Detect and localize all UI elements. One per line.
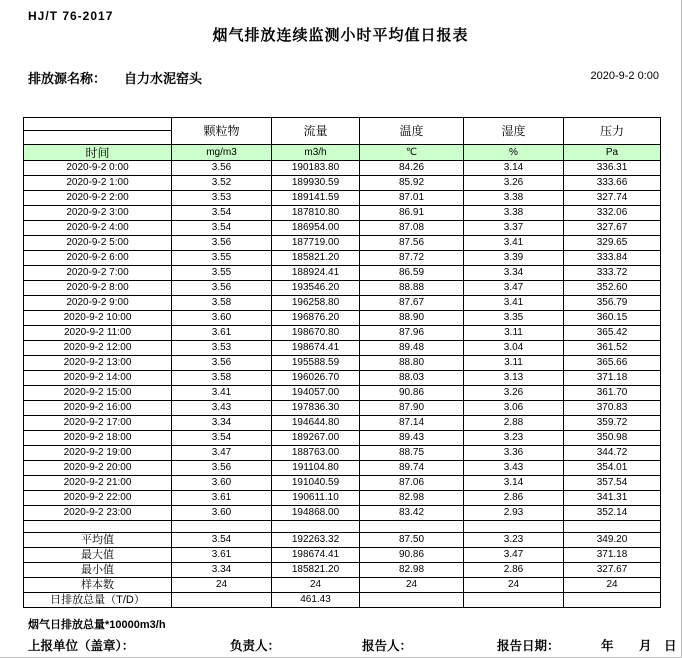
value-cell: 190611.10 — [272, 491, 360, 506]
value-cell: 194644.80 — [272, 416, 360, 431]
unit-pressure: Pa — [564, 145, 661, 161]
value-cell: 370.83 — [564, 401, 661, 416]
report-unit-label: 上报单位（盖章）： — [28, 639, 135, 653]
emission-source-name: 自力水泥窑头 — [124, 71, 203, 86]
value-cell: 3.60 — [172, 311, 272, 326]
value-cell: 327.74 — [564, 191, 661, 206]
value-cell: 341.31 — [564, 491, 661, 506]
value-cell: 87.96 — [360, 326, 464, 341]
value-cell: 3.61 — [172, 326, 272, 341]
time-cell: 2020-9-2 23:00 — [24, 506, 172, 521]
value-cell: 2.86 — [464, 491, 564, 506]
table-row — [24, 281, 661, 296]
summary-row — [24, 548, 661, 563]
time-cell: 2020-9-2 16:00 — [24, 401, 172, 416]
value-cell: 3.37 — [464, 221, 564, 236]
unit-row — [24, 145, 661, 161]
time-cell: 2020-9-2 7:00 — [24, 266, 172, 281]
value-cell: 3.11 — [464, 356, 564, 371]
value-cell: 86.91 — [360, 206, 464, 221]
value-cell: 349.20 — [564, 533, 661, 548]
value-cell: 196026.70 — [272, 371, 360, 386]
value-cell: 3.04 — [464, 341, 564, 356]
spacer-cell — [360, 521, 464, 533]
value-cell: 89.48 — [360, 341, 464, 356]
value-cell: 361.52 — [564, 341, 661, 356]
month-label: 月 — [639, 639, 652, 653]
value-cell: 365.66 — [564, 356, 661, 371]
value-cell: 354.01 — [564, 461, 661, 476]
value-cell: 88.88 — [360, 281, 464, 296]
summary-row — [24, 533, 661, 548]
value-cell: 87.90 — [360, 401, 464, 416]
table-row — [24, 266, 661, 281]
value-cell: 3.55 — [172, 266, 272, 281]
table-row — [24, 326, 661, 341]
summary-label-cell: 平均值 — [24, 533, 172, 548]
table-row — [24, 386, 661, 401]
value-cell: 3.56 — [172, 281, 272, 296]
value-cell: 336.31 — [564, 161, 661, 176]
time-cell: 2020-9-2 20:00 — [24, 461, 172, 476]
unit-humidity: % — [464, 145, 564, 161]
value-cell: 3.34 — [464, 266, 564, 281]
value-cell: 360.15 — [564, 311, 661, 326]
value-cell: 3.11 — [464, 326, 564, 341]
value-cell: 198674.41 — [272, 341, 360, 356]
value-cell: 187810.80 — [272, 206, 360, 221]
time-cell: 2020-9-2 5:00 — [24, 236, 172, 251]
value-cell: 87.67 — [360, 296, 464, 311]
unit-temperature: ℃ — [360, 145, 464, 161]
emission-source-label: 排放源名称： — [28, 71, 107, 86]
value-cell: 90.86 — [360, 548, 464, 563]
table-row — [24, 371, 661, 386]
time-cell: 2020-9-2 2:00 — [24, 191, 172, 206]
value-cell: 196258.80 — [272, 296, 360, 311]
value-cell: 352.14 — [564, 506, 661, 521]
value-cell: 88.80 — [360, 356, 464, 371]
value-cell: 327.67 — [564, 221, 661, 236]
summary-label-cell: 最小值 — [24, 563, 172, 578]
table-row — [24, 506, 661, 521]
value-cell: 3.60 — [172, 506, 272, 521]
value-cell: 24 — [172, 578, 272, 593]
table-row — [24, 476, 661, 491]
summary-label-cell: 日排放总量（T/D） — [24, 593, 172, 608]
value-cell: 24 — [360, 578, 464, 593]
value-cell: 3.38 — [464, 191, 564, 206]
value-cell: 191104.80 — [272, 461, 360, 476]
value-cell: 359.72 — [564, 416, 661, 431]
table-row — [24, 191, 661, 206]
time-header-cell: 时间 — [24, 145, 172, 161]
value-cell: 3.26 — [464, 386, 564, 401]
table-row — [24, 221, 661, 236]
total-emission-note: 烟气日排放总量*10000m3/h — [28, 619, 166, 631]
value-cell: 371.18 — [564, 371, 661, 386]
spacer-cell — [24, 521, 172, 533]
value-cell: 3.54 — [172, 221, 272, 236]
standard-number: HJ/T 76-2017 — [28, 9, 114, 23]
value-cell: 87.56 — [360, 236, 464, 251]
value-cell: 189267.00 — [272, 431, 360, 446]
time-cell: 2020-9-2 13:00 — [24, 356, 172, 371]
value-cell: 3.41 — [172, 386, 272, 401]
value-cell: 3.56 — [172, 461, 272, 476]
report-date-label: 报告日期： — [497, 639, 560, 653]
value-cell: 83.42 — [360, 506, 464, 521]
value-cell: 3.60 — [172, 476, 272, 491]
value-cell: 3.35 — [464, 311, 564, 326]
column-header-humidity: 湿度 — [464, 118, 564, 145]
time-cell: 2020-9-2 14:00 — [24, 371, 172, 386]
value-cell: 3.14 — [464, 476, 564, 491]
value-cell: 3.47 — [464, 281, 564, 296]
value-cell: 3.61 — [172, 548, 272, 563]
responsible-label: 负责人： — [230, 639, 281, 653]
value-cell: 365.42 — [564, 326, 661, 341]
value-cell: 87.08 — [360, 221, 464, 236]
spacer-cell — [272, 521, 360, 533]
value-cell: 187719.00 — [272, 236, 360, 251]
time-cell: 2020-9-2 0:00 — [24, 161, 172, 176]
summary-row — [24, 593, 661, 608]
value-cell: 192263.32 — [272, 533, 360, 548]
header-row-top — [24, 118, 661, 131]
value-cell: 85.92 — [360, 176, 464, 191]
value-cell: 194868.00 — [272, 506, 360, 521]
value-cell: 352.60 — [564, 281, 661, 296]
value-cell — [464, 593, 564, 608]
value-cell: 344.72 — [564, 446, 661, 461]
emission-source-line — [28, 68, 202, 87]
value-cell: 90.86 — [360, 386, 464, 401]
value-cell: 3.58 — [172, 371, 272, 386]
reporter-label: 报告人： — [362, 639, 413, 653]
value-cell: 333.72 — [564, 266, 661, 281]
value-cell: 2.86 — [464, 563, 564, 578]
value-cell: 3.13 — [464, 371, 564, 386]
value-cell: 86.59 — [360, 266, 464, 281]
value-cell: 87.50 — [360, 533, 464, 548]
value-cell: 84.26 — [360, 161, 464, 176]
value-cell — [564, 593, 661, 608]
table-row — [24, 446, 661, 461]
time-cell: 2020-9-2 8:00 — [24, 281, 172, 296]
spacer-cell — [564, 521, 661, 533]
value-cell: 3.36 — [464, 446, 564, 461]
value-cell: 190183.80 — [272, 161, 360, 176]
value-cell: 186954.00 — [272, 221, 360, 236]
value-cell: 87.14 — [360, 416, 464, 431]
unit-flow: m3/h — [272, 145, 360, 161]
value-cell: 461.43 — [272, 593, 360, 608]
value-cell: 189930.59 — [272, 176, 360, 191]
value-cell: 333.84 — [564, 251, 661, 266]
page-title: 烟气排放连续监测小时平均值日报表 — [212, 27, 469, 44]
value-cell: 88.03 — [360, 371, 464, 386]
value-cell: 3.56 — [172, 356, 272, 371]
value-cell: 3.39 — [464, 251, 564, 266]
value-cell: 87.01 — [360, 191, 464, 206]
value-cell: 89.74 — [360, 461, 464, 476]
report-table — [23, 117, 661, 608]
value-cell: 3.43 — [464, 461, 564, 476]
value-cell: 3.34 — [172, 416, 272, 431]
hour-rows — [24, 161, 661, 521]
value-cell: 198674.41 — [272, 548, 360, 563]
time-cell: 2020-9-2 1:00 — [24, 176, 172, 191]
value-cell: 3.26 — [464, 176, 564, 191]
value-cell: 3.56 — [172, 236, 272, 251]
time-cell: 2020-9-2 6:00 — [24, 251, 172, 266]
value-cell: 3.47 — [464, 548, 564, 563]
value-cell: 3.34 — [172, 563, 272, 578]
value-cell: 87.72 — [360, 251, 464, 266]
value-cell: 3.58 — [172, 296, 272, 311]
value-cell: 2.88 — [464, 416, 564, 431]
value-cell: 198670.80 — [272, 326, 360, 341]
corner-cell-bottom — [24, 131, 172, 145]
value-cell: 3.54 — [172, 206, 272, 221]
column-header-pressure: 压力 — [564, 118, 661, 145]
value-cell: 3.41 — [464, 236, 564, 251]
value-cell — [360, 593, 464, 608]
summary-row — [24, 563, 661, 578]
value-cell: 332.06 — [564, 206, 661, 221]
table-row — [24, 161, 661, 176]
summary-label-cell: 最大值 — [24, 548, 172, 563]
value-cell: 2.93 — [464, 506, 564, 521]
value-cell: 188924.41 — [272, 266, 360, 281]
value-cell: 89.43 — [360, 431, 464, 446]
time-cell: 2020-9-2 22:00 — [24, 491, 172, 506]
column-header-pm: 颗粒物 — [172, 118, 272, 145]
value-cell: 87.06 — [360, 476, 464, 491]
corner-cell-top — [24, 118, 172, 131]
value-cell: 3.41 — [464, 296, 564, 311]
summary-label-cell: 样本数 — [24, 578, 172, 593]
spacer-row — [24, 521, 661, 533]
time-cell: 2020-9-2 18:00 — [24, 431, 172, 446]
day-label: 日 — [664, 639, 677, 653]
value-cell: 3.23 — [464, 533, 564, 548]
value-cell: 3.55 — [172, 251, 272, 266]
time-cell: 2020-9-2 21:00 — [24, 476, 172, 491]
table-row — [24, 416, 661, 431]
value-cell: 356.79 — [564, 296, 661, 311]
value-cell: 24 — [272, 578, 360, 593]
spacer-cell — [464, 521, 564, 533]
value-cell: 371.18 — [564, 548, 661, 563]
table-row — [24, 311, 661, 326]
value-cell: 3.61 — [172, 491, 272, 506]
table-row — [24, 356, 661, 371]
time-cell: 2020-9-2 19:00 — [24, 446, 172, 461]
table-row — [24, 296, 661, 311]
value-cell: 3.53 — [172, 341, 272, 356]
table-row — [24, 461, 661, 476]
value-cell: 327.67 — [564, 563, 661, 578]
column-header-flow: 流量 — [272, 118, 360, 145]
value-cell: 329.65 — [564, 236, 661, 251]
table-row — [24, 251, 661, 266]
value-cell: 185821.20 — [272, 251, 360, 266]
table-row — [24, 401, 661, 416]
value-cell: 3.52 — [172, 176, 272, 191]
column-header-temperature: 温度 — [360, 118, 464, 145]
value-cell: 361.70 — [564, 386, 661, 401]
value-cell: 24 — [564, 578, 661, 593]
value-cell: 185821.20 — [272, 563, 360, 578]
time-cell: 2020-9-2 3:00 — [24, 206, 172, 221]
value-cell: 350.98 — [564, 431, 661, 446]
report-datetime: 2020-9-2 0:00 — [590, 70, 659, 82]
value-cell — [172, 593, 272, 608]
value-cell: 3.06 — [464, 401, 564, 416]
table-row — [24, 206, 661, 221]
table-row — [24, 431, 661, 446]
value-cell: 333.66 — [564, 176, 661, 191]
spacer-cell — [172, 521, 272, 533]
summary-rows — [24, 533, 661, 608]
value-cell: 82.98 — [360, 563, 464, 578]
value-cell: 195588.59 — [272, 356, 360, 371]
time-cell: 2020-9-2 4:00 — [24, 221, 172, 236]
value-cell: 88.90 — [360, 311, 464, 326]
table-row — [24, 491, 661, 506]
value-cell: 3.23 — [464, 431, 564, 446]
time-cell: 2020-9-2 9:00 — [24, 296, 172, 311]
value-cell: 189141.59 — [272, 191, 360, 206]
time-cell: 2020-9-2 11:00 — [24, 326, 172, 341]
time-cell: 2020-9-2 17:00 — [24, 416, 172, 431]
unit-pm: mg/m3 — [172, 145, 272, 161]
value-cell: 3.38 — [464, 206, 564, 221]
value-cell: 3.14 — [464, 161, 564, 176]
table-row — [24, 236, 661, 251]
value-cell: 3.54 — [172, 533, 272, 548]
value-cell: 191040.59 — [272, 476, 360, 491]
value-cell: 188763.00 — [272, 446, 360, 461]
time-cell: 2020-9-2 10:00 — [24, 311, 172, 326]
time-cell: 2020-9-2 15:00 — [24, 386, 172, 401]
value-cell: 3.53 — [172, 191, 272, 206]
value-cell: 357.54 — [564, 476, 661, 491]
value-cell: 88.75 — [360, 446, 464, 461]
table-row — [24, 176, 661, 191]
value-cell: 197836.30 — [272, 401, 360, 416]
value-cell: 194057.00 — [272, 386, 360, 401]
spacer-section — [24, 521, 661, 533]
time-cell: 2020-9-2 12:00 — [24, 341, 172, 356]
value-cell: 3.43 — [172, 401, 272, 416]
year-label: 年 — [601, 639, 614, 653]
summary-row — [24, 578, 661, 593]
value-cell: 24 — [464, 578, 564, 593]
value-cell: 82.98 — [360, 491, 464, 506]
value-cell: 196876.20 — [272, 311, 360, 326]
value-cell: 3.47 — [172, 446, 272, 461]
table-row — [24, 341, 661, 356]
value-cell: 193546.20 — [272, 281, 360, 296]
value-cell: 3.56 — [172, 161, 272, 176]
value-cell: 3.54 — [172, 431, 272, 446]
